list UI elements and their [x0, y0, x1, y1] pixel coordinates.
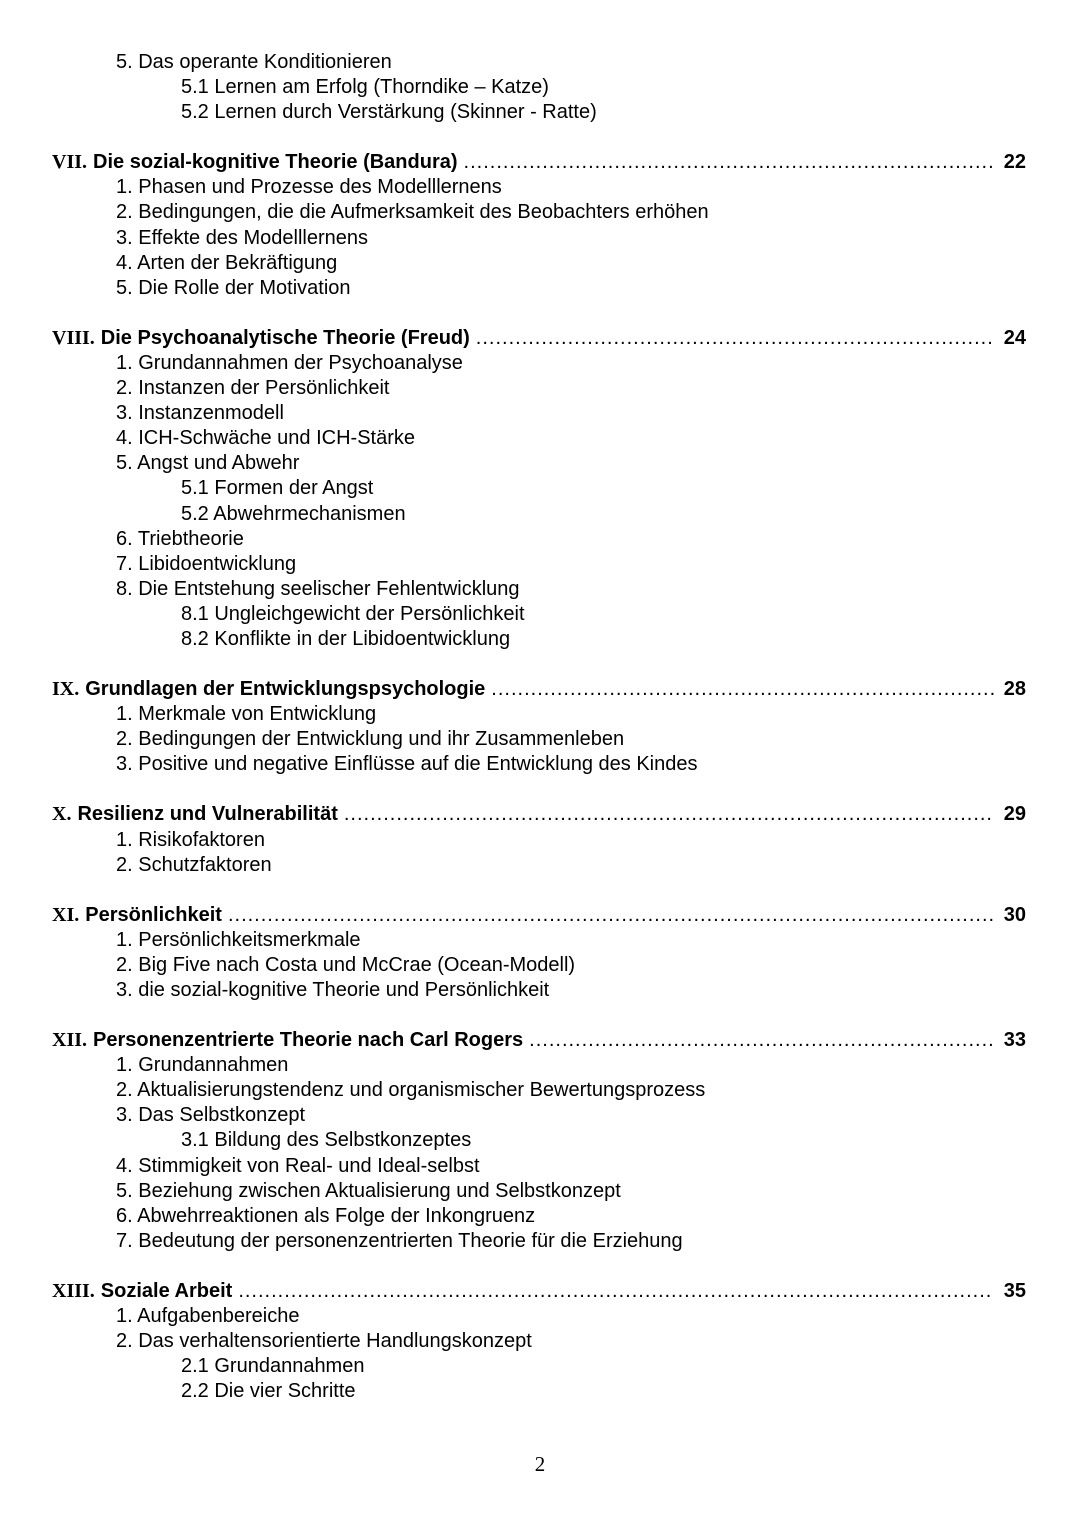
toc-subitem: 1. Merkmale von Entwicklung — [116, 703, 377, 726]
section-numeral: XIII. — [52, 1279, 95, 1302]
section-page-number: 29 — [1003, 803, 1026, 826]
section-gap — [0, 652, 1080, 677]
toc-subitem: 5. Das operante Konditionieren — [116, 51, 392, 73]
toc-subitem: 2. Das verhaltensorientierte Handlungskonzept — [116, 1330, 532, 1353]
toc-heading — [0, 1279, 1080, 1304]
section-gap — [0, 125, 1080, 150]
toc-subitem: 5. Angst und Abwehr — [116, 452, 300, 475]
dot-leader — [476, 326, 994, 351]
toc-subitem: 5. Die Rolle der Motivation — [116, 276, 351, 299]
toc-subsubitem: 5.2 Lernen durch Verstärkung (Skinner - Ratte) — [181, 101, 597, 124]
section-title: Die sozial-kognitive Theorie (Bandura) — [93, 151, 458, 174]
section-numeral: XII. — [52, 1029, 88, 1052]
toc-subitem: 2. Schutzfaktoren — [116, 853, 272, 876]
table-of-contents — [0, 50, 1080, 1404]
section-title: Persönlichkeit — [85, 903, 222, 926]
toc-subitem: 2. Big Five nach Costa und McCrae (Ocean-Modell) — [116, 953, 576, 976]
dot-leader — [529, 1028, 994, 1053]
toc-subitem: 4. ICH-Schwäche und ICH-Stärke — [116, 427, 416, 450]
toc-heading — [0, 802, 1080, 827]
dot-leader — [238, 1279, 993, 1304]
section-numeral: VII. — [52, 151, 88, 174]
continuation-block — [0, 50, 1080, 125]
toc-subitem: 1. Phasen und Prozesse des Modelllernens — [116, 176, 502, 199]
toc-subitem: 7. Bedeutung der personenzentrierten Theorie für die Erziehung — [116, 1229, 683, 1252]
section-page-number: 24 — [1003, 326, 1026, 349]
toc-subitem: 2. Bedingungen, die die Aufmerksamkeit des Beobachters erhöhen — [116, 201, 709, 224]
toc-heading — [0, 326, 1080, 351]
toc-subitem: 6. Triebtheorie — [116, 527, 244, 550]
section-page-number: 22 — [1003, 151, 1026, 174]
toc-subsubitem: 5.1 Formen der Angst — [181, 477, 374, 500]
toc-subitem: 4. Stimmigkeit von Real- und Ideal-selbst — [116, 1154, 480, 1177]
toc-subsubitem: 2.1 Grundannahmen — [181, 1355, 365, 1378]
section-title: Soziale Arbeit — [100, 1279, 233, 1302]
toc-subitem: 8. Die Entstehung seelischer Fehlentwicklung — [116, 577, 520, 600]
toc-subitem: 2. Instanzen der Persönlichkeit — [116, 377, 390, 400]
toc-subitem: 1. Grundannahmen — [116, 1054, 289, 1077]
toc-heading — [0, 903, 1080, 928]
section-numeral: IX. — [52, 678, 80, 701]
toc-subsubitem: 8.1 Ungleichgewicht der Persönlichkeit — [181, 602, 525, 625]
toc-subsubitem: 2.2 Die vier Schritte — [181, 1380, 356, 1403]
toc-subitem: 1. Aufgabenbereiche — [116, 1305, 300, 1328]
toc-subitem: 3. die sozial-kognitive Theorie und Persönlichkeit — [116, 979, 550, 1001]
toc-subitem: 4. Arten der Bekräftigung — [116, 251, 338, 274]
section-numeral: XI. — [52, 903, 80, 926]
toc-heading — [0, 150, 1080, 175]
toc-section — [0, 677, 1080, 777]
dot-leader — [228, 903, 994, 928]
section-page-number: 28 — [1003, 678, 1026, 701]
toc-heading — [0, 677, 1080, 702]
toc-subsubitem: 3.1 Bildung des Selbstkonzeptes — [181, 1129, 472, 1152]
toc-subitem: 5. Beziehung zwischen Aktualisierung und Selbstkonzept — [116, 1179, 621, 1202]
section-page-number: 33 — [1003, 1029, 1026, 1052]
toc-subsubitem: 8.2 Konflikte in der Libidoentwicklung — [181, 627, 511, 650]
toc-subitem: 1. Grundannahmen der Psychoanalyse — [116, 351, 463, 374]
section-gap — [0, 777, 1080, 802]
section-gap — [0, 1003, 1080, 1028]
toc-subitem: 2. Aktualisierungstendenz und organismischer Bewertungsprozess — [116, 1079, 706, 1102]
toc-subitem: 2. Bedingungen der Entwicklung und ihr Zusammenleben — [116, 728, 625, 751]
toc-subitem: 6. Abwehrreaktionen als Folge der Inkongruenz — [116, 1204, 536, 1227]
section-title: Die Psychoanalytische Theorie (Freud) — [100, 326, 470, 349]
toc-section — [0, 903, 1080, 1003]
toc-subsubitem: 5.1 Lernen am Erfolg (Thorndike – Katze) — [181, 76, 549, 99]
sections-list — [0, 125, 1080, 1404]
toc-subitem: 3. Das Selbstkonzept — [116, 1104, 305, 1127]
toc-section — [0, 326, 1080, 652]
section-gap — [0, 878, 1080, 903]
section-gap — [0, 301, 1080, 326]
toc-subitem: 1. Risikofaktoren — [116, 828, 265, 851]
toc-section — [0, 1279, 1080, 1404]
toc-subitem: 3. Effekte des Modelllernens — [116, 226, 369, 249]
section-title: Grundlagen der Entwicklungspsychologie — [85, 678, 486, 701]
dot-leader — [491, 677, 993, 702]
toc-subitem: 3. Instanzenmodell — [116, 402, 284, 425]
section-page-number: 35 — [1003, 1279, 1026, 1302]
toc-heading — [0, 1028, 1080, 1053]
toc-section — [0, 802, 1080, 877]
toc-subitem: 1. Persönlichkeitsmerkmale — [116, 928, 361, 951]
dot-leader — [344, 802, 994, 827]
toc-subsubitem: 5.2 Abwehrmechanismen — [181, 502, 406, 525]
toc-section — [0, 150, 1080, 301]
section-gap — [0, 1254, 1080, 1279]
section-title: Personenzentrierte Theorie nach Carl Rogers — [93, 1029, 524, 1052]
toc-section — [0, 1028, 1080, 1254]
dot-leader — [464, 150, 994, 175]
page-number: 2 — [534, 1452, 546, 1476]
toc-subitem: 7. Libidoentwicklung — [116, 552, 297, 575]
section-title: Resilienz und Vulnerabilität — [77, 803, 338, 826]
section-page-number: 30 — [1003, 903, 1026, 926]
section-numeral: VIII. — [52, 326, 95, 349]
toc-subitem: 3. Positive und negative Einflüsse auf die Entwicklung des Kindes — [116, 753, 698, 776]
section-numeral: X. — [52, 803, 72, 826]
